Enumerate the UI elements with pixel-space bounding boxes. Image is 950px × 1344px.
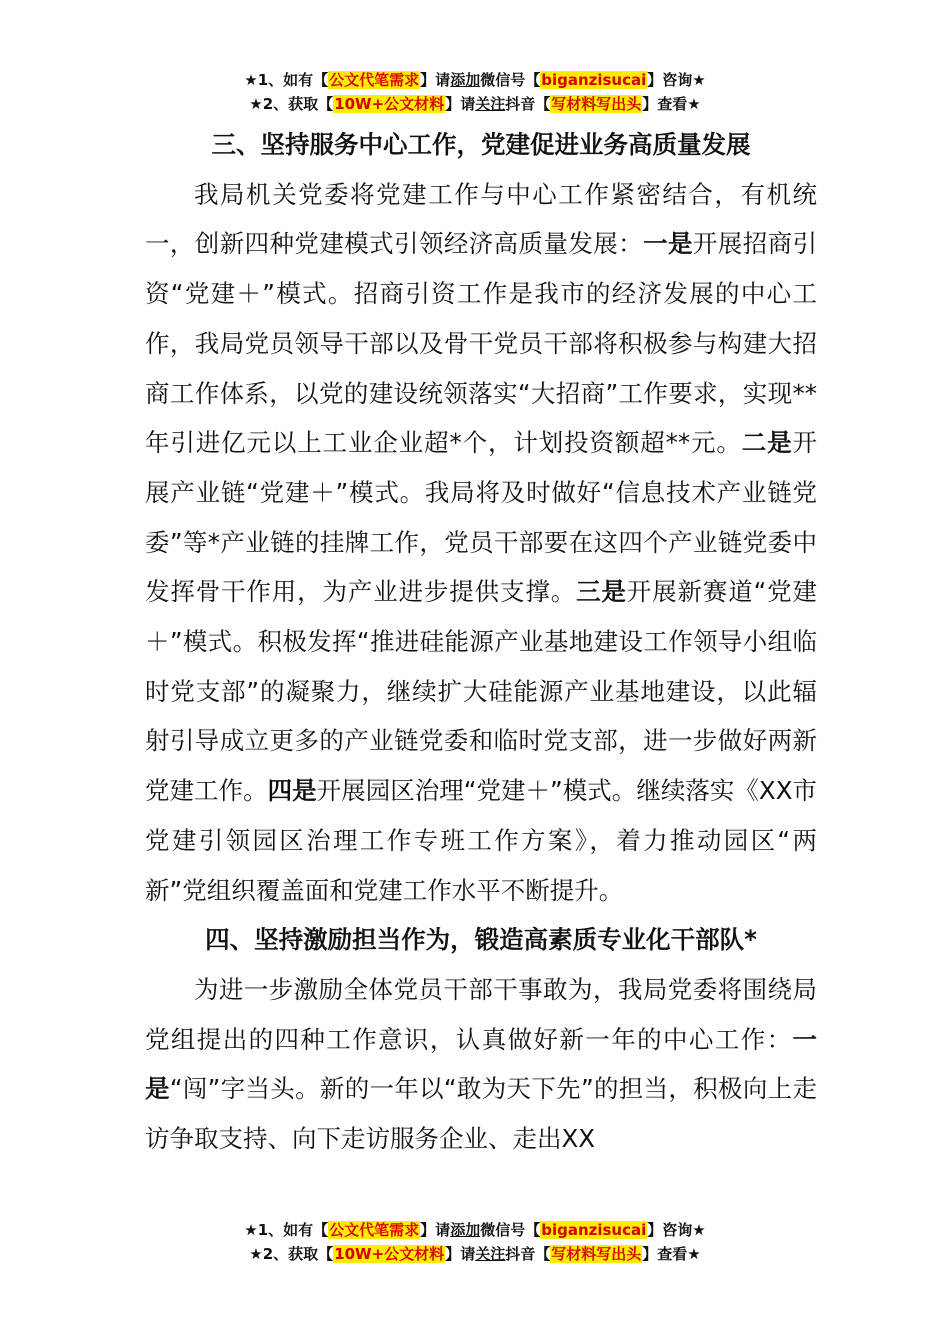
bold-lead: 一是	[145, 1024, 817, 1104]
promo-highlight: 公文代笔需求	[329, 71, 420, 89]
promo-text: ★2、获取【	[249, 95, 334, 113]
promo-underlined: 关注	[475, 95, 506, 113]
promo-text: 微信号【	[480, 1221, 541, 1239]
section-3-paragraph	[145, 170, 817, 916]
promo-highlight-douyin: 写材料写出头	[551, 1245, 642, 1263]
promo-line-2	[0, 1242, 950, 1266]
promo-text: 】查看★	[642, 95, 701, 113]
bold-lead: 四是	[267, 776, 317, 806]
promo-underlined: 添加	[450, 71, 481, 89]
promo-highlight-wechat-id: biganzisucai	[541, 71, 647, 89]
promo-text: 】请	[420, 71, 451, 89]
promo-line-1	[0, 68, 950, 92]
promo-line-2	[0, 92, 950, 116]
promo-line-1	[0, 1218, 950, 1242]
promo-text: 】请	[445, 95, 476, 113]
bold-lead: 三是	[576, 577, 627, 607]
bold-lead: 二是	[741, 428, 793, 458]
promo-highlight: 公文代笔需求	[329, 1221, 420, 1239]
promo-text: 】请	[420, 1221, 451, 1239]
section-4-heading: 四、坚持激励担当作为，锻造高素质专业化干部队*	[205, 925, 757, 955]
promo-highlight-douyin: 写材料写出头	[551, 95, 642, 113]
promo-text: 抖音【	[505, 1245, 551, 1263]
footer-promo-banner	[0, 1218, 950, 1266]
promo-text: ★2、获取【	[249, 1245, 334, 1263]
paragraph-text: 我局机关党委将党建工作与中心工作紧密结合，有机统一，创新四种党建模式引领经济高质量发展：	[145, 179, 817, 259]
promo-text: 】查看★	[642, 1245, 701, 1263]
promo-text: 】咨询★	[647, 71, 706, 89]
header-promo-banner	[0, 68, 950, 116]
section-3-heading: 三、坚持服务中心工作，党建促进业务高质量发展	[211, 130, 751, 159]
promo-highlight: 10W+公文材料	[334, 1245, 445, 1263]
promo-highlight-wechat-id: biganzisucai	[541, 1221, 647, 1239]
paragraph-text: 为进一步激励全体党员干部干事敢为，我局党委将围绕局党组提出的四种工作意识，认真做好新一年的中心工作：	[145, 974, 817, 1054]
promo-text: ★1、如有【	[244, 1221, 329, 1239]
section-4-paragraph	[145, 965, 817, 1164]
promo-highlight: 10W+公文材料	[334, 95, 445, 113]
promo-text: 】请	[445, 1245, 476, 1263]
paragraph-text: “闯”字当头。新的一年以“敢为天下先”的担当，积极向上走访争取支持、向下走访服务企业、走出XX	[145, 1074, 817, 1154]
paragraph-text: 开展招商引资“党建＋”模式。招商引资工作是我市的经济发展的中心工作，我局党员领导干部以及骨干党员干部将积极参与构建大招商工作体系，以党的建设统领落实“大招商”工作要求，实现**年引进亿元以上工业企业超*个，计划投资额超**元。	[145, 229, 818, 458]
promo-text: 抖音【	[505, 95, 551, 113]
paragraph-text: 开展产业链“党建＋”模式。我局将及时做好“信息技术产业链党委”等*产业链的挂牌工作，党员干部要在这四个产业链党委中发挥骨干作用，为产业进步提供支撑。	[145, 428, 817, 607]
document-body	[145, 120, 817, 1164]
promo-underlined: 添加	[450, 1221, 481, 1239]
bold-lead: 一是	[643, 229, 693, 259]
promo-text: 微信号【	[480, 71, 541, 89]
promo-underlined: 关注	[475, 1245, 506, 1263]
paragraph-text: 开展园区治理“党建＋”模式。继续落实《XX市党建引领园区治理工作专班工作方案》，着力推动园区“两新”党组织覆盖面和党建工作水平不断提升。	[145, 776, 818, 905]
promo-text: ★1、如有【	[244, 71, 329, 89]
promo-text: 】咨询★	[647, 1221, 706, 1239]
paragraph-text: 开展新赛道“党建＋”模式。积极发挥“推进硅能源产业基地建设工作领导小组临时党支部”的凝聚力，继续扩大硅能源产业基地建设，以此辐射引导成立更多的产业链党委和临时党支部，进一步做好两新党建工作。	[145, 577, 817, 806]
